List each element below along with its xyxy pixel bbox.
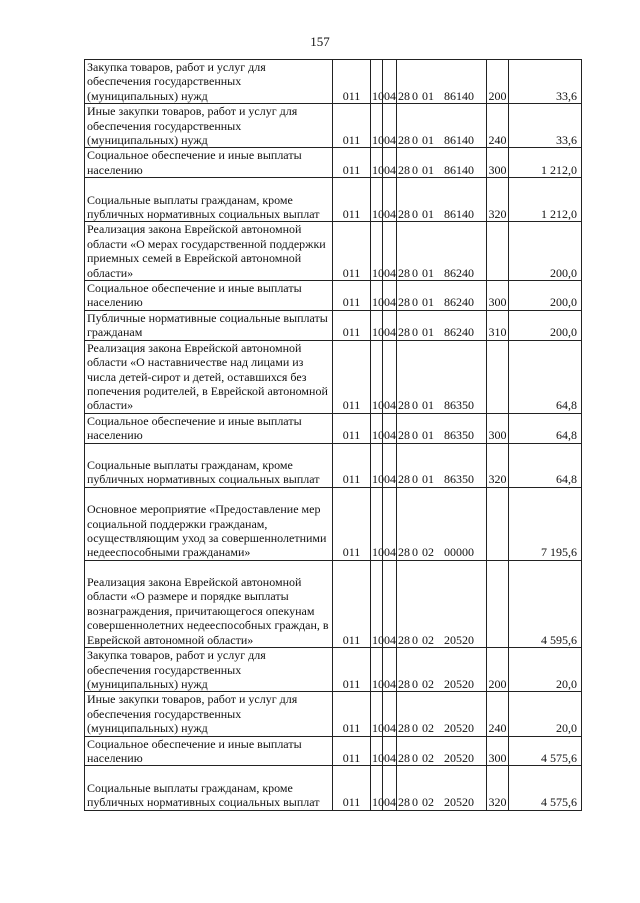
amount: 64,8 (509, 443, 582, 487)
section-code: 10 (371, 413, 383, 443)
direction-code: 20520 (444, 676, 474, 691)
direction-code: 86350 (444, 398, 474, 413)
amount: 20,0 (509, 648, 582, 692)
table-row (85, 178, 582, 222)
expense-type-code: 300 (487, 281, 509, 311)
subprogram-code: 0 (412, 265, 418, 280)
amount: 4 575,6 (509, 736, 582, 766)
target-article-code (397, 692, 487, 736)
subsection-code: 04 (383, 443, 397, 487)
main-activity-code: 02 (422, 795, 434, 810)
table-row (85, 766, 582, 810)
amount: 4 595,6 (509, 560, 582, 647)
expense-type-code (487, 560, 509, 647)
subprogram-code: 0 (412, 428, 418, 443)
direction-code: 86240 (444, 295, 474, 310)
expense-type-code: 300 (487, 736, 509, 766)
ministry-code: 011 (333, 281, 371, 311)
amount: 64,8 (509, 340, 582, 413)
expense-type-code: 320 (487, 766, 509, 810)
direction-code: 20520 (444, 721, 474, 736)
main-activity-code: 01 (422, 325, 434, 340)
section-code: 10 (371, 178, 383, 222)
main-activity-code: 01 (422, 295, 434, 310)
direction-code: 20520 (444, 632, 474, 647)
target-article-code (397, 648, 487, 692)
subsection-code: 04 (383, 104, 397, 148)
row-name: Социальное обеспечение и иные выплаты населению (85, 413, 333, 443)
row-name: Закупка товаров, работ и услуг для обеспечения государственных (муниципальных) нужд (85, 648, 333, 692)
target-article-code (397, 281, 487, 311)
amount: 4 575,6 (509, 766, 582, 810)
subprogram-code: 0 (412, 398, 418, 413)
subsection-code: 04 (383, 413, 397, 443)
ministry-code: 011 (333, 692, 371, 736)
section-code: 10 (371, 443, 383, 487)
direction-code: 86140 (444, 133, 474, 148)
subprogram-code: 0 (412, 472, 418, 487)
target-program-code: 28 (398, 428, 410, 443)
main-activity-code: 02 (422, 750, 434, 765)
ministry-code: 011 (333, 178, 371, 222)
section-code: 10 (371, 281, 383, 311)
row-name: Социальные выплаты гражданам, кроме публичных нормативных социальных выплат (85, 178, 333, 222)
target-program-code: 28 (398, 632, 410, 647)
section-code: 10 (371, 766, 383, 810)
ministry-code: 011 (333, 736, 371, 766)
amount: 33,6 (509, 60, 582, 104)
direction-code: 00000 (444, 545, 474, 560)
subprogram-code: 0 (412, 750, 418, 765)
row-name: Публичные нормативные социальные выплаты гражданам (85, 310, 333, 340)
subsection-code: 04 (383, 178, 397, 222)
subsection-code: 04 (383, 281, 397, 311)
amount: 200,0 (509, 222, 582, 281)
amount: 7 195,6 (509, 487, 582, 560)
expense-type-code: 240 (487, 104, 509, 148)
table-row (85, 148, 582, 178)
subsection-code: 04 (383, 487, 397, 560)
amount: 1 212,0 (509, 148, 582, 178)
expense-type-code: 300 (487, 413, 509, 443)
subprogram-code: 0 (412, 632, 418, 647)
subprogram-code: 0 (412, 133, 418, 148)
expense-type-code: 200 (487, 60, 509, 104)
page-number: 157 (310, 34, 330, 49)
amount: 20,0 (509, 692, 582, 736)
main-activity-code: 01 (422, 133, 434, 148)
main-activity-code: 01 (422, 207, 434, 222)
target-program-code: 28 (398, 295, 410, 310)
target-program-code: 28 (398, 795, 410, 810)
amount: 200,0 (509, 281, 582, 311)
direction-code: 20520 (444, 795, 474, 810)
section-code: 10 (371, 340, 383, 413)
main-activity-code: 01 (422, 88, 434, 103)
target-article-code (397, 178, 487, 222)
direction-code: 86350 (444, 472, 474, 487)
section-code: 10 (371, 736, 383, 766)
subsection-code: 04 (383, 648, 397, 692)
main-activity-code: 02 (422, 632, 434, 647)
main-activity-code: 01 (422, 428, 434, 443)
section-code: 10 (371, 648, 383, 692)
main-activity-code: 02 (422, 545, 434, 560)
target-program-code: 28 (398, 265, 410, 280)
subprogram-code: 0 (412, 676, 418, 691)
target-article-code (397, 413, 487, 443)
target-article-code (397, 487, 487, 560)
ministry-code: 011 (333, 443, 371, 487)
target-article-code (397, 148, 487, 178)
subsection-code: 04 (383, 560, 397, 647)
table-row (85, 692, 582, 736)
direction-code: 20520 (444, 750, 474, 765)
expense-type-code: 320 (487, 443, 509, 487)
section-code: 10 (371, 104, 383, 148)
target-program-code: 28 (398, 88, 410, 103)
expense-type-code: 310 (487, 310, 509, 340)
target-article-code (397, 560, 487, 647)
direction-code: 86350 (444, 428, 474, 443)
section-code: 10 (371, 310, 383, 340)
target-program-code: 28 (398, 545, 410, 560)
row-name: Закупка товаров, работ и услуг для обеспечения государственных (муниципальных) нужд (85, 60, 333, 104)
row-name: Социальное обеспечение и иные выплаты населению (85, 148, 333, 178)
row-name: Основное мероприятие «Предоставление мер социальной поддержки гражданам, осуществляющим уход за совершеннолетними недееспособными гражданами» (85, 487, 333, 560)
direction-code: 86240 (444, 325, 474, 340)
subsection-code: 04 (383, 766, 397, 810)
expense-type-code (487, 487, 509, 560)
ministry-code: 011 (333, 310, 371, 340)
expense-type-code: 240 (487, 692, 509, 736)
ministry-code: 011 (333, 340, 371, 413)
subprogram-code: 0 (412, 295, 418, 310)
ministry-code: 011 (333, 104, 371, 148)
table-row (85, 222, 582, 281)
expense-type-code: 200 (487, 648, 509, 692)
table-row (85, 560, 582, 647)
subsection-code: 04 (383, 148, 397, 178)
table-row (85, 413, 582, 443)
section-code: 10 (371, 692, 383, 736)
ministry-code: 011 (333, 648, 371, 692)
subprogram-code: 0 (412, 325, 418, 340)
expense-type-code (487, 222, 509, 281)
target-article-code (397, 222, 487, 281)
ministry-code: 011 (333, 560, 371, 647)
expense-type-code (487, 340, 509, 413)
row-name: Иные закупки товаров, работ и услуг для обеспечения государственных (муниципальных) нужд (85, 692, 333, 736)
table-row (85, 340, 582, 413)
subprogram-code: 0 (412, 545, 418, 560)
subprogram-code: 0 (412, 207, 418, 222)
target-program-code: 28 (398, 750, 410, 765)
main-activity-code: 02 (422, 676, 434, 691)
row-name: Социальные выплаты гражданам, кроме публичных нормативных социальных выплат (85, 443, 333, 487)
table-row (85, 310, 582, 340)
table-row (85, 281, 582, 311)
ministry-code: 011 (333, 148, 371, 178)
direction-code: 86140 (444, 162, 474, 177)
target-program-code: 28 (398, 721, 410, 736)
row-name: Реализация закона Еврейской автономной области «О мерах государственной поддержки приемных семей в Еврейской автономной области» (85, 222, 333, 281)
section-code: 10 (371, 487, 383, 560)
main-activity-code: 02 (422, 721, 434, 736)
row-name: Иные закупки товаров, работ и услуг для обеспечения государственных (муниципальных) нужд (85, 104, 333, 148)
section-code: 10 (371, 148, 383, 178)
target-program-code: 28 (398, 398, 410, 413)
budget-table (84, 59, 582, 811)
subsection-code: 04 (383, 692, 397, 736)
target-program-code: 28 (398, 472, 410, 487)
amount: 33,6 (509, 104, 582, 148)
target-article-code (397, 340, 487, 413)
target-article-code (397, 60, 487, 104)
table-row (85, 648, 582, 692)
main-activity-code: 01 (422, 398, 434, 413)
ministry-code: 011 (333, 766, 371, 810)
target-program-code: 28 (398, 676, 410, 691)
row-name: Социальное обеспечение и иные выплаты населению (85, 736, 333, 766)
main-activity-code: 01 (422, 472, 434, 487)
subprogram-code: 0 (412, 162, 418, 177)
direction-code: 86140 (444, 88, 474, 103)
table-row (85, 60, 582, 104)
direction-code: 86140 (444, 207, 474, 222)
section-code: 10 (371, 222, 383, 281)
expense-type-code: 300 (487, 148, 509, 178)
main-activity-code: 01 (422, 265, 434, 280)
target-article-code (397, 104, 487, 148)
subprogram-code: 0 (412, 88, 418, 103)
direction-code: 86240 (444, 265, 474, 280)
target-program-code: 28 (398, 207, 410, 222)
target-article-code (397, 443, 487, 487)
section-code: 10 (371, 560, 383, 647)
subsection-code: 04 (383, 222, 397, 281)
row-name: Социальное обеспечение и иные выплаты населению (85, 281, 333, 311)
target-program-code: 28 (398, 325, 410, 340)
ministry-code: 011 (333, 60, 371, 104)
ministry-code: 011 (333, 222, 371, 281)
ministry-code: 011 (333, 487, 371, 560)
row-name: Реализация закона Еврейской автономной области «О размере и порядке выплаты вознаграждения, причитающегося опекунам совершеннолетних недееспособных граждан, в Еврейской автономной области» (85, 560, 333, 647)
subprogram-code: 0 (412, 721, 418, 736)
table-row (85, 443, 582, 487)
table-row (85, 104, 582, 148)
row-name: Реализация закона Еврейской автономной области «О наставничестве над лицами из числа детей-сирот и детей, оставшихся без попечения родителей, в Еврейской автономной области» (85, 340, 333, 413)
subsection-code: 04 (383, 736, 397, 766)
ministry-code: 011 (333, 413, 371, 443)
section-code: 10 (371, 60, 383, 104)
main-activity-code: 01 (422, 162, 434, 177)
table-row (85, 487, 582, 560)
subprogram-code: 0 (412, 795, 418, 810)
subsection-code: 04 (383, 60, 397, 104)
amount: 64,8 (509, 413, 582, 443)
row-name: Социальные выплаты гражданам, кроме публичных нормативных социальных выплат (85, 766, 333, 810)
target-program-code: 28 (398, 133, 410, 148)
target-article-code (397, 766, 487, 810)
amount: 1 212,0 (509, 178, 582, 222)
subsection-code: 04 (383, 340, 397, 413)
amount: 200,0 (509, 310, 582, 340)
target-article-code (397, 736, 487, 766)
table-row (85, 736, 582, 766)
target-program-code: 28 (398, 162, 410, 177)
target-article-code (397, 310, 487, 340)
expense-type-code: 320 (487, 178, 509, 222)
subsection-code: 04 (383, 310, 397, 340)
